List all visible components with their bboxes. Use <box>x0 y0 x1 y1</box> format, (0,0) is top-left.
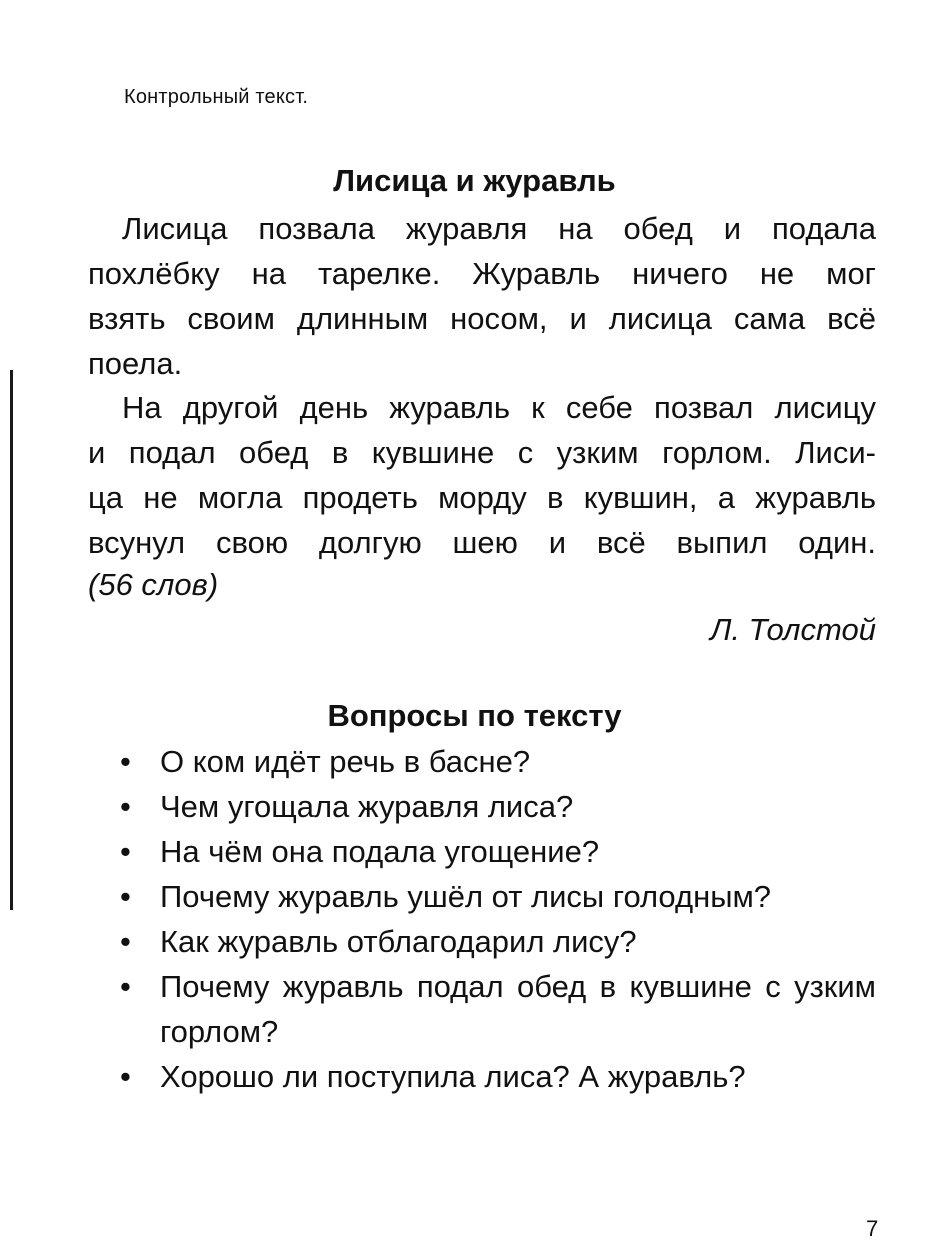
list-item <box>120 739 876 784</box>
bullet-icon: • <box>120 789 131 824</box>
text-line: На другой день журавль к себе позвал лисицу <box>122 390 876 425</box>
text-line: взять своим длинным носом, и лисица сама всё <box>88 301 876 336</box>
story-title: Лисица и журавль <box>333 163 616 198</box>
word-count: (56 слов) <box>88 567 219 602</box>
author-name: Л. Толстой <box>710 612 876 647</box>
text-line: Лисица позвала журавля на обед и подала <box>122 211 876 246</box>
text-line: ца не могла продеть морду в кувшин, а журавль <box>88 480 876 515</box>
list-item <box>120 1054 876 1099</box>
list-item <box>120 964 876 1054</box>
bullet-icon: • <box>120 924 131 959</box>
list-item <box>120 874 876 919</box>
story-paragraph-1 <box>88 206 876 386</box>
page-number: 7 <box>866 1216 879 1241</box>
text-line: поела. <box>88 346 183 381</box>
text-line: похлёбку на тарелке. Журавль ничего не мог <box>88 256 876 291</box>
list-item <box>120 829 876 874</box>
story-paragraph-2 <box>88 385 876 565</box>
question-text: Почему журавль подал обед в кувшине с узким горлом? <box>160 969 876 1049</box>
bullet-icon: • <box>120 744 131 779</box>
question-text: На чём она подала угощение? <box>160 834 600 869</box>
questions-list <box>120 739 876 1099</box>
list-item <box>120 784 876 829</box>
question-text: Как журавль отблагодарил лису? <box>160 924 637 959</box>
question-text: Почему журавль ушёл от лисы голодным? <box>160 879 772 914</box>
question-text: Чем угощала журавля лиса? <box>160 789 574 824</box>
margin-binding-line <box>10 370 13 910</box>
questions-title: Вопросы по тексту <box>327 698 622 733</box>
bullet-icon: • <box>120 879 131 914</box>
text-line: и подал обед в кувшине с узким горлом. Лиси- <box>88 435 876 470</box>
bullet-icon: • <box>120 834 131 869</box>
question-text: Хорошо ли поступила лиса? А журавль? <box>160 1059 746 1094</box>
section-label: Контрольный текст. <box>124 86 309 108</box>
bullet-icon: • <box>120 1059 131 1094</box>
question-text: О ком идёт речь в басне? <box>160 744 531 779</box>
text-line: всунул свою долгую шею и всё выпил один. <box>88 525 876 560</box>
list-item <box>120 919 876 964</box>
bullet-icon: • <box>120 969 131 1004</box>
